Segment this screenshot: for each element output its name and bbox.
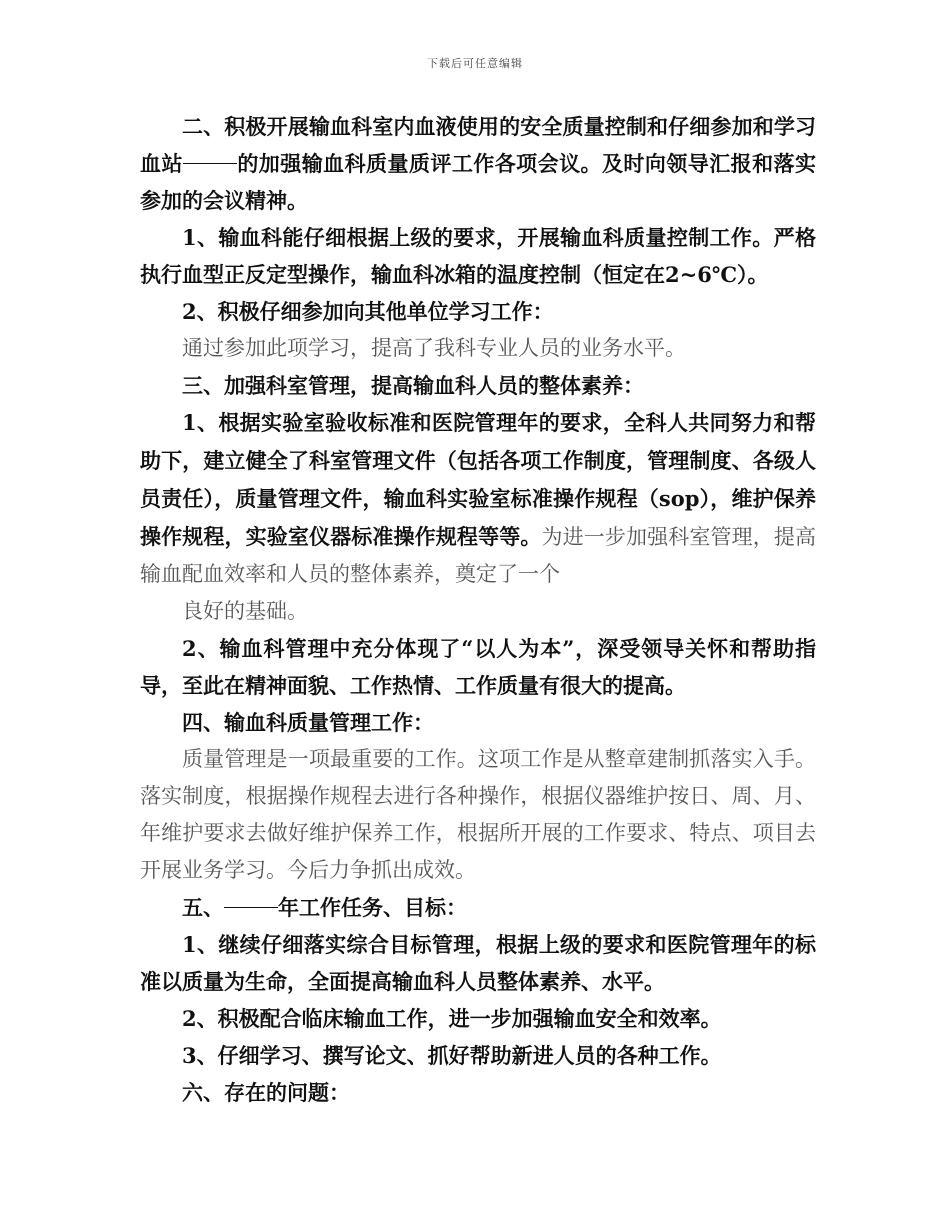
document-body (140, 108, 816, 1111)
paragraph-section-three: 三、加强科室管理，提高输血科人员的整体素养： (182, 373, 644, 398)
paragraph-quality-management: 质量管理是一项最重要的工作。这项工作是从整章建制抓落实入手。落实制度，根据操作规程去进行各种操作，根据仪器维护按日、周、月、年维护要求去做好维护保养工作，根据所开展的工作要求、特点、项目去开展业务学习。今后力争抓出成效。 (140, 747, 816, 882)
blank-placeholder (183, 145, 237, 164)
paragraph-item-2-people-oriented: 2、输血科管理中充分体现了“以人为本”，深受领导关怀和帮助指导，至此在精神面貌、工作热情、工作质量有很大的提高。 (140, 636, 816, 698)
paragraph-task-2: 2、积极配合临床输血工作，进一步加强输血安全和效率。 (182, 1006, 722, 1031)
management-text-light: 为进一步加强科室管理，提高输血配血效率和人员的整体素养，奠定了一个 (140, 525, 817, 586)
section-five-prefix: 五、 (182, 895, 224, 920)
page-header: 下载后可任意编辑 (427, 57, 523, 70)
paragraph-task-1: 1、继续仔细落实综合目标管理，根据上级的要求和医院管理年的标准以质量为生命，全面提高输血科人员整体素养、水平。 (140, 932, 816, 994)
paragraph-item-2-learning: 2、积极仔细参加向其他单位学习工作： (182, 299, 554, 324)
paragraph-section-four: 四、输血科质量管理工作： (182, 710, 434, 735)
paragraph-learning-result: 通过参加此项学习，提高了我科专业人员的业务水平。 (182, 336, 686, 360)
paragraph-foundation: 良好的基础。 (182, 599, 308, 623)
paragraph-task-3: 3、仔细学习、撰写论文、抓好帮助新进人员的各种工作。 (182, 1043, 722, 1068)
paragraph-section-two (140, 108, 816, 219)
paragraph-section-five (140, 889, 816, 926)
paragraph-item-1-quality-control: 1、输血科能仔细根据上级的要求，开展输血科质量控制工作。严格执行血型正反定型操作，输血科冰箱的温度控制（恒定在2~6℃）。 (140, 225, 816, 287)
blank-placeholder (224, 889, 278, 908)
management-text-bold: 1、根据实验室验收标准和医院管理年的要求，全科人共同努力和帮助下，建立健全了科室管理文件（包括各项工作制度，管理制度、各级人员责任），质量管理文件，输血科实验室标准操作规程（sop），维护保养操作规程，实验室仪器标准操作规程等等。 (140, 410, 816, 549)
section-two-text-start: 二、积极开展输血科室内血液使用的安全质量控制和仔细参加和学习血站 (140, 114, 816, 176)
section-five-title: 年工作任务、目标： (278, 895, 467, 920)
paragraph-item-1-management (140, 404, 816, 593)
section-two-text-end: 的加强输血科质量质评工作各项会议。及时向领导汇报和落实参加的会议精神。 (140, 151, 817, 213)
paragraph-section-six: 六、存在的问题： (182, 1080, 350, 1105)
